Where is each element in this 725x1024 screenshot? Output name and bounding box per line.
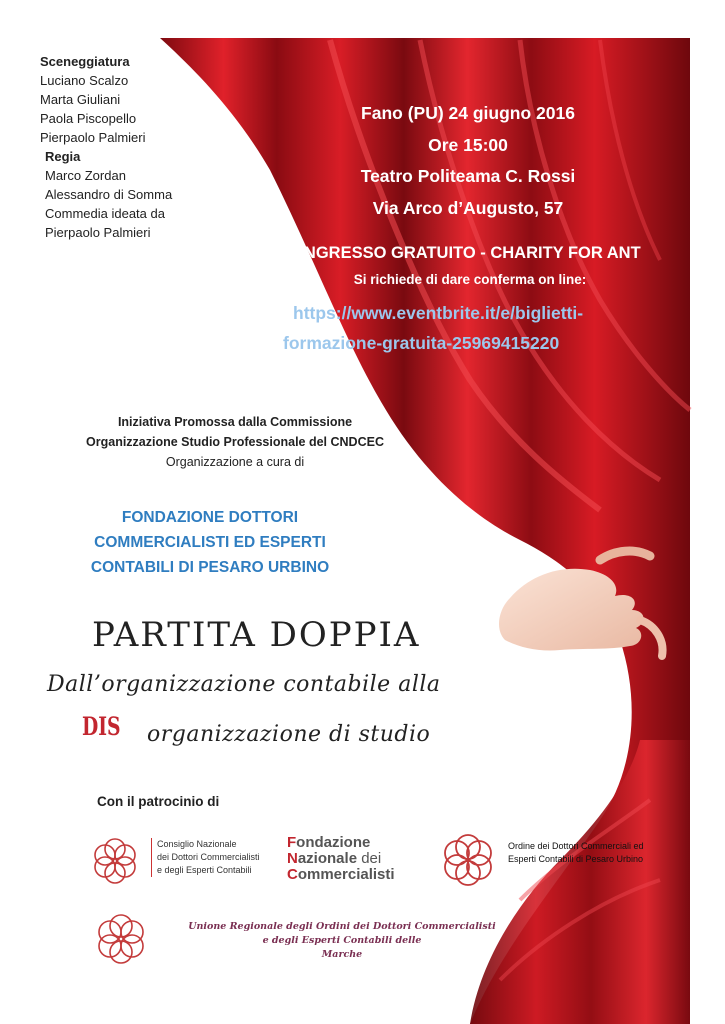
event-details bbox=[318, 98, 618, 224]
ordine-pesaro-logo-icon bbox=[436, 828, 500, 892]
fnc-initial: N bbox=[287, 850, 298, 867]
ordine-line: Ordine dei Dottori Commerciali ed bbox=[508, 841, 644, 851]
direction-name: Pierpaolo Palmieri bbox=[45, 225, 151, 240]
direction-name: Alessandro di Somma bbox=[45, 187, 173, 202]
unione-regionale-logo-icon bbox=[90, 908, 152, 970]
show-dis-prefix: DIS bbox=[82, 712, 121, 741]
event-venue: Teatro Politeama C. Rossi bbox=[360, 166, 576, 186]
registration-link[interactable] bbox=[283, 298, 703, 358]
registration-link-line1[interactable]: https://www.eventbrite.it/e/biglietti- bbox=[293, 303, 584, 323]
direction-name: Marco Zordan bbox=[45, 168, 126, 183]
fnc-word: azionale bbox=[297, 850, 358, 867]
fnc-initial: C bbox=[287, 866, 298, 883]
initiative-block bbox=[40, 412, 430, 472]
fnc-initial: F bbox=[287, 834, 297, 851]
event-address: Via Arco d’Augusto, 57 bbox=[372, 197, 564, 218]
fnc-logo bbox=[287, 835, 395, 883]
show-title: PARTITA DOPPIA bbox=[92, 615, 421, 655]
screenplay-name: Pierpaolo Palmieri bbox=[40, 130, 146, 145]
initiative-line: Organizzazione Studio Professionale del CNDCEC bbox=[86, 435, 384, 449]
direction-name: Commedia ideata da bbox=[45, 206, 165, 221]
credits-block bbox=[40, 52, 172, 242]
initiative-line: Organizzazione a cura di bbox=[165, 455, 305, 469]
registration-link-line2[interactable]: formazione-gratuita-25969415220 bbox=[283, 333, 560, 353]
entry-headline: INGRESSO GRATUITO - CHARITY FOR ANT bbox=[299, 244, 641, 262]
cndcec-line: Consiglio Nazionale bbox=[157, 839, 237, 849]
cndcec-line: dei Dottori Commercialisti bbox=[157, 852, 260, 862]
fnc-word: ondazione bbox=[296, 834, 371, 851]
screenplay-name: Luciano Scalzo bbox=[40, 73, 129, 88]
initiative-line: Iniziativa Promossa dalla Commissione bbox=[117, 415, 353, 429]
fnc-word: ommercialisti bbox=[297, 866, 395, 883]
show-subtitle: Dall’organizzazione contabile alla bbox=[47, 672, 441, 697]
entry-note: Si richiede di dare conferma on line: bbox=[353, 272, 587, 287]
cndcec-logo-icon bbox=[88, 834, 142, 888]
cndcec-logo-text bbox=[151, 838, 260, 877]
foundation-line: CONTABILI DI PESARO URBINO bbox=[90, 559, 330, 576]
unione-line: e degli Esperti Contabili delle bbox=[262, 935, 422, 946]
foundation-line: FONDAZIONE DOTTORI bbox=[121, 509, 299, 526]
unione-regionale-text bbox=[172, 920, 512, 962]
show-subtitle-2: organizzazione di studio bbox=[147, 722, 431, 747]
unione-line: Unione Regionale degli Ordini dei Dottori Commercialisti bbox=[188, 921, 496, 932]
screenplay-name: Paola Piscopello bbox=[40, 111, 137, 126]
screenplay-name: Marta Giuliani bbox=[40, 92, 121, 107]
event-time: Ore 15:00 bbox=[428, 134, 508, 155]
fnc-word: dei bbox=[357, 850, 382, 867]
foundation-line: COMMERCIALISTI ED ESPERTI bbox=[94, 534, 326, 551]
ordine-line: Esperti Contabili di Pesaro Urbino bbox=[508, 854, 644, 864]
patronage-heading: Con il patrocinio di bbox=[97, 794, 220, 809]
unione-line: Marche bbox=[321, 949, 363, 960]
ordine-pesaro-text bbox=[508, 840, 698, 866]
direction-heading: Regia bbox=[45, 149, 81, 164]
event-place-date: Fano (PU) 24 giugno 2016 bbox=[361, 103, 575, 123]
cndcec-line: e degli Esperti Contabili bbox=[157, 865, 252, 875]
foundation-block bbox=[60, 505, 360, 580]
screenplay-heading: Sceneggiatura bbox=[40, 54, 130, 69]
